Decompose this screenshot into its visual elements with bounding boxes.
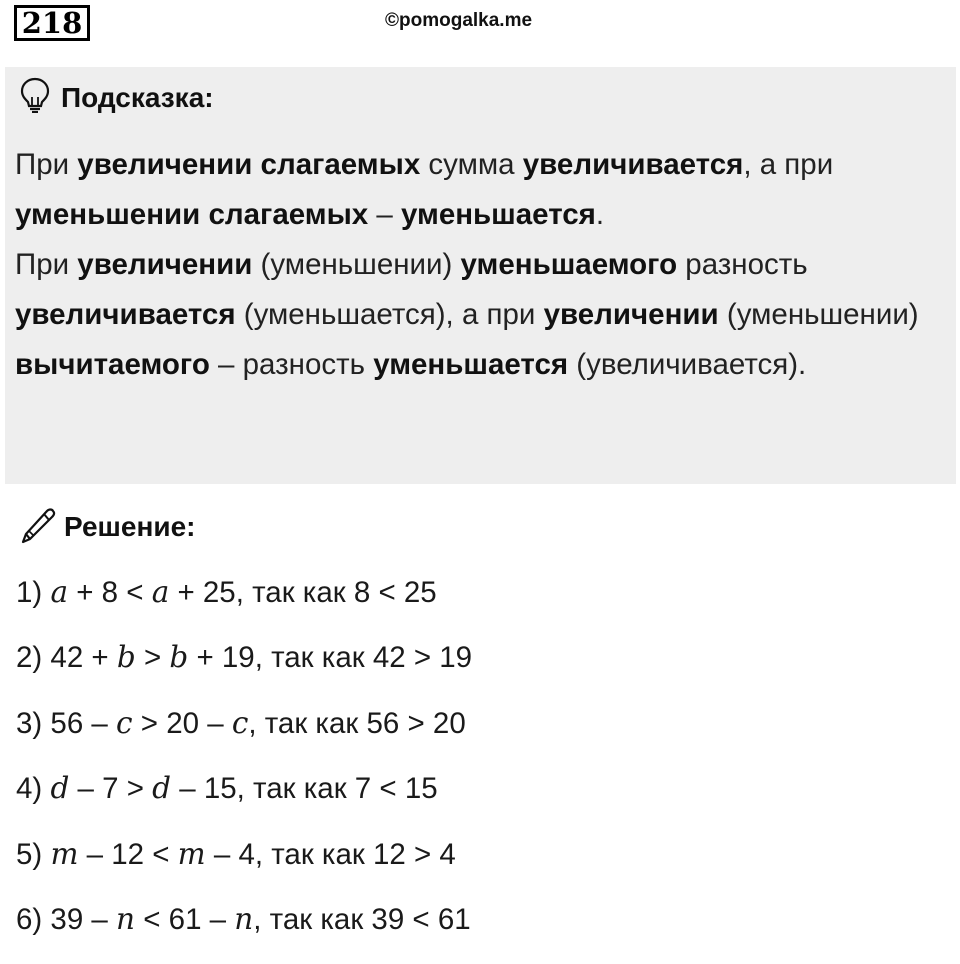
task-number: 218 [14,5,90,41]
solution-line: 5) m – 12 < m – 4, так как 12 > 4 [16,836,456,871]
solution-line: 1) a + 8 < a + 25, так как 8 < 25 [16,575,437,609]
hint-box [5,67,956,484]
solution-header [18,504,195,549]
solution-line: 6) 39 – n < 61 – n, так как 39 < 61 [16,901,471,936]
lightbulb-icon [19,77,51,118]
pencil-icon [18,504,58,549]
solution-line: 2) 42 + b > b + 19, так как 42 > 19 [16,640,473,675]
solution-title: Решение: [64,510,196,542]
hint-paragraph-2: При увеличении (уменьшении) уменьшаемого разность увеличивается (уменьшается), а при увеличении (уменьшении) вычитаемого – разность уменьшается (увеличивается). [15,248,919,381]
solution-line: 4) d – 7 > d – 15, так как 7 < 15 [16,771,438,806]
solution-list [16,572,472,964]
watermark: ©pomogalka.me [385,10,533,31]
hint-paragraph-1: При увеличении слагаемых сумма увеличивается, а при уменьшении слагаемых – уменьшается. [15,148,834,231]
hint-header [19,77,214,118]
hint-title: Подсказка: [61,81,214,113]
hint-text [15,140,935,390]
solution-line: 3) 56 – c > 20 – c, так как 56 > 20 [16,705,466,740]
